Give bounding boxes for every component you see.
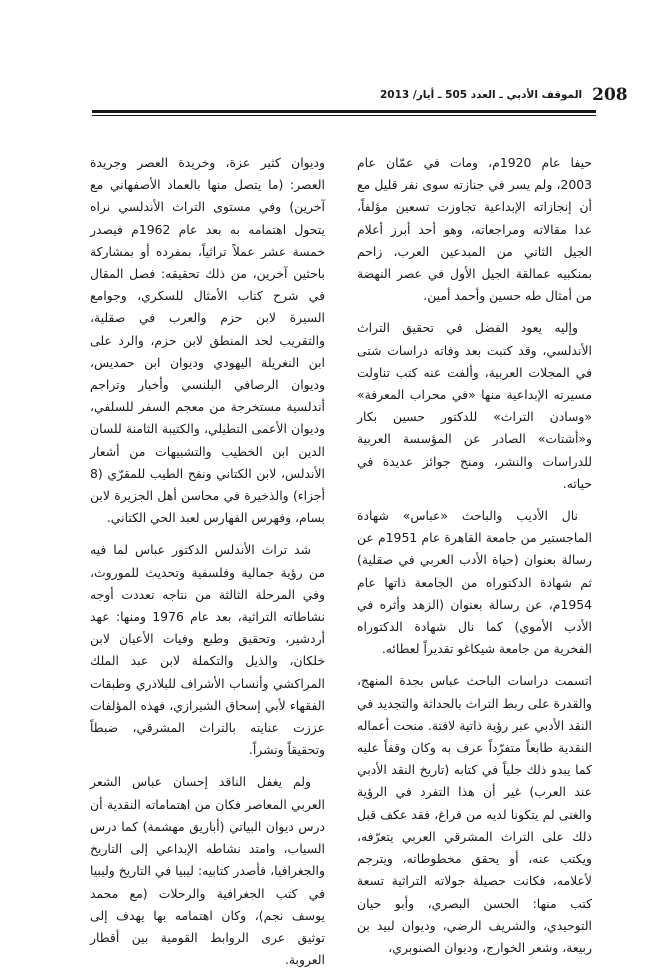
paragraph: حيفا عام 1920م، ومات في عمّان عام 2003، ولم يسر في جنازته سوى نفر قليل مع أن إنجازاته الإبداعية تجاوزت تسعين مؤلفاً، عدا مقالاته ومراجعاته، وهو أحد أبرز أعلام الجيل الثاني من المبدعين العرب، زاحم بمنكبيه عمالقة الجيل الأول في عصر النهضة من أمثال طه حسين وأحمد أمين. xyxy=(357,155,592,304)
paragraph: وديوان كثير عزة، وخريدة العصر وجريدة العصر: (ما يتصل منها بالعماد الأصفهاني مع آخرين) وفي مستوى التراث الأندلسي نراه يتحول اهتمامه به بعد عام 1962م فيصدر خمسة عشر عملاً تراثياً، بمفرده أو بمشاركة باحثين آخرين، من ذلك تحقيقه: فصل المقال في شرح كتاب الأمثال للسكري، وجوامع السيرة لابن حزم والعرب في صقلية، والتقريب لحد المنطق لابن حزم، والرد على ابن النغريلة اليهودي وديوان ابن حمديس، وديوان الرصافي البلنسي وأخبار وتراجم أندلسية مستخرجة من معجم السفر للسلفي، وديوان الأعمى التطيلي، والكتيبة الثامنة للسان الدين ابن الخطيب والتشبيهات من أشعار الأندلس، لابن الكتاني ونفح الطيب للمقرّي (8 أجزاء) والذخيرة في محاسن أهل الجزيرة لابن بسام، وفهرس الفهارس لعبد الحي الكتاني. xyxy=(90,155,325,526)
paragraph: اتسمت دراسات الباحث عباس بجدة المنهج، والقدرة على ربط التراث بالحداثة والتجديد في النقد الأدبي عبر رؤية ذاتية لافتة. منحت أعماله النقدية طابعاً متفرّداً عرف به وكان وقفاً عليه كما يبدو ذلك جلياً في كتابه (تاريخ النقد الأدبي عند العرب) غير أن هذا التفرد في الرؤية والغنى لم يتكونا لديه من فراغ، فقد عكف قبل ذلك على التراث المشرقي العربي يتعرّفه، ويكتب عنه، أو يحقق مخطوطاته، ويترجم لأعلامه، فكانت حصيلة جولاته التراثية تسعة كتب منها: الحسن البصري، وأبو حيان التوحيدي، والشريف الرضي، وديوان لبيد بن ربيعة، وشعر الخوارج، وديوان الصنوبري، xyxy=(357,673,592,955)
paragraph: شد تراث الأندلس الدكتور عباس لما فيه من رؤية جمالية وفلسفية وتحديث للموروث، وفي المرحلة الثالثة من نتاجه تعددت أوجه نشاطاته التراثية، بعد عام 1976 ومنها: عهد أردشير، وتحقيق وطبع وفيات الأعيان لابن خلكان، والذيل والتكملة لابن عبد الملك المراكشي وأنساب الأشراف للبلاذري وطبقات الفقهاء لأبي إسحاق الشيرازي، فهذه المؤلفات عززت عنايته بالتراث المشرقي، ضبطاً وتحقيقاً ونشراً. xyxy=(90,542,325,758)
text-column-left xyxy=(90,152,325,971)
paragraph: نال الأديب والباحث «عباس» شهادة الماجستير من جامعة القاهرة عام 1951م عن رسالة بعنوان (حياة الأدب العربي في صقلية) ثم شهادة الدكتوراه من الجامعة ذاتها عام 1954م، عن رسالة بعنوان (الزهد وأثره في الأدب الأموي) كما نال شهادة الدكتوراه الفخرية من جامعة شيكاغو تقديراً لعطائه. xyxy=(357,508,592,657)
page-header xyxy=(380,85,628,105)
paragraph: وإليه يعود الفضل في تحقيق التراث الأندلسي، وقد كتبت بعد وفاته دراسات شتى في المجلات العربية، وألفت عنه كتب تناولت مسيرته الإبداعية منها «في محراب المعرفة» «وسادن التراث» للدكتور حسين بكار و«أشتات» الصادر عن المؤسسة العربية للدراسات والنشر، ومنح جوائز عديدة في حياته. xyxy=(357,320,592,491)
header-rule-thick xyxy=(92,110,596,113)
text-column-right xyxy=(357,152,592,959)
running-title: الموقف الأدبي ـ العدد 505 ـ أيار/ 2013 xyxy=(380,89,583,101)
paragraph: ولم يغفل الناقد إحسان عباس الشعر العربي المعاصر فكان من اهتماماته النقدية أن درس ديوان البياتي (أباريق مهشمة) كما درس السياب، وامتد نشاطه الإبداعي إلى التاريخ والجغرافيا، فأصدر كتابيه: ليبيا في التاريخ وليبيا في كتب الجغرافية والرحلات (مع محمد يوسف نجم)، وكان اهتمامه بها يهدف إلى توثيق عرى الروابط القومية بين أقطار العروبة. xyxy=(90,774,325,968)
page-number: 208 xyxy=(592,85,628,105)
header-rule-thin xyxy=(92,115,596,116)
